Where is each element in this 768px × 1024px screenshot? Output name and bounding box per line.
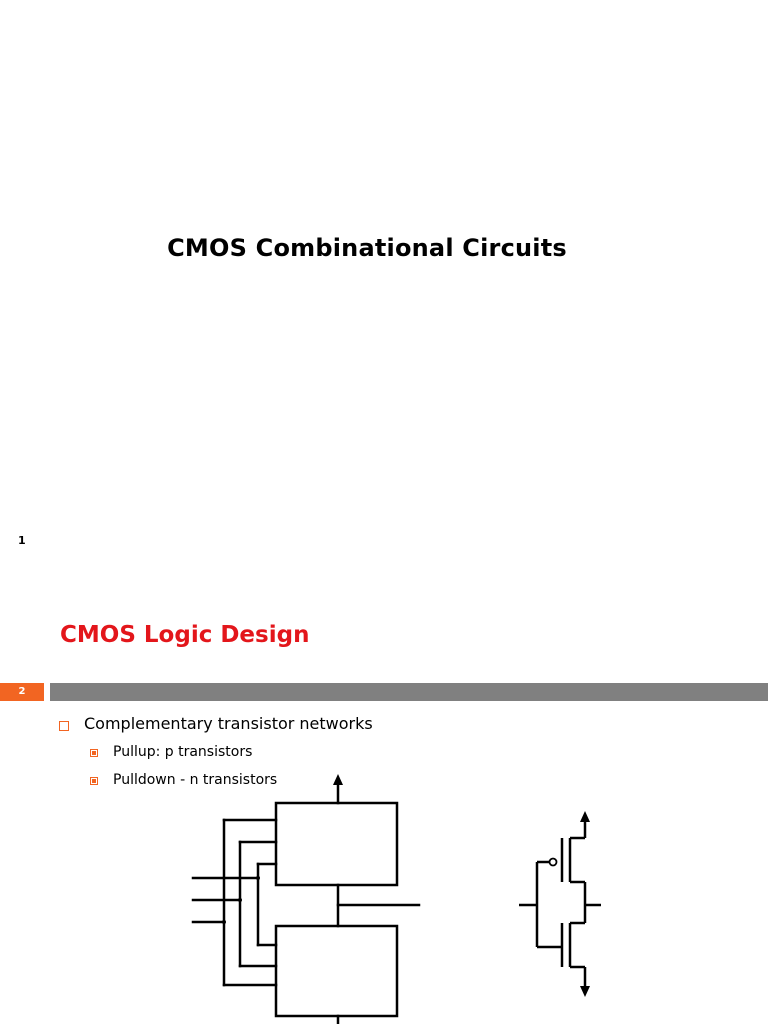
gnd-arrow-icon xyxy=(580,986,590,997)
pullup-network-block xyxy=(276,803,397,885)
sub-bullet-item: Pullup: p transistors xyxy=(113,744,253,760)
vdd-arrow-icon xyxy=(580,811,590,822)
cmos-inverter-schematic xyxy=(519,820,601,988)
slide-title: CMOS Combinational Circuits xyxy=(167,234,567,262)
bullet-item: Complementary transistor networks xyxy=(84,714,373,733)
slide-title: CMOS Logic Design xyxy=(60,622,310,648)
bullet-square-icon xyxy=(59,721,69,731)
sub-bullet-square-icon xyxy=(90,749,98,757)
page-number: 1 xyxy=(18,534,26,547)
vdd-arrow-icon xyxy=(333,774,343,785)
pulldown-network-block xyxy=(276,926,397,1016)
page-number-badge: 2 xyxy=(0,683,44,701)
header-bar xyxy=(50,683,768,701)
sub-bullet-item: Pulldown - n transistors xyxy=(113,772,278,788)
cmos-circuit-diagram xyxy=(0,760,768,1024)
